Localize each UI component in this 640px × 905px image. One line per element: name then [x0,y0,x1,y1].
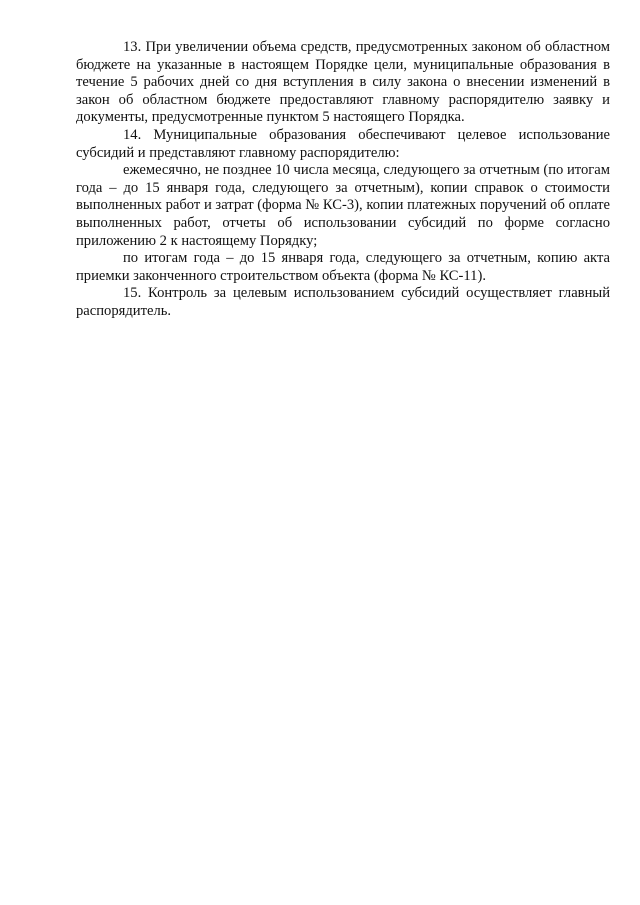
document-page [76,39,610,321]
paragraph-15: 15. Контроль за целевым использованием субсидий осуществляет главный распорядитель. [76,285,610,319]
paragraph-14: 14. Муниципальные образования обеспечивают целевое использование субсидий и представляют главному распорядителю: [76,126,610,161]
paragraph-14-monthly: ежемесячно, не позднее 10 числа месяца, следующего за отчетным (по итогам года – до 15 января года, следующего за отчетным), копии справок о стоимости выполненных работ и затрат (форма № КС-3), копии платежных поручений об оплате выполненных работ, отчеты об использовании субсидий по форме согласно приложению 2 к настоящему Порядку; [76,162,610,249]
paragraph-14-yearly: по итогам года – до 15 января года, следующего за отчетным, копию акта приемки законченного строительством объекта (форма № КС-11). [76,250,610,284]
paragraph-13: 13. При увеличении объема средств, предусмотренных законом об областном бюджете на указанные в настоящем Порядке цели, муниципальные образования в течение 5 рабочих дней со дня вступления в силу закона о внесении изменений в закон об областном бюджете предоставляют главному распорядителю заявку и документы, предусмотренные пунктом 5 настоящего Порядка. [76,39,610,126]
